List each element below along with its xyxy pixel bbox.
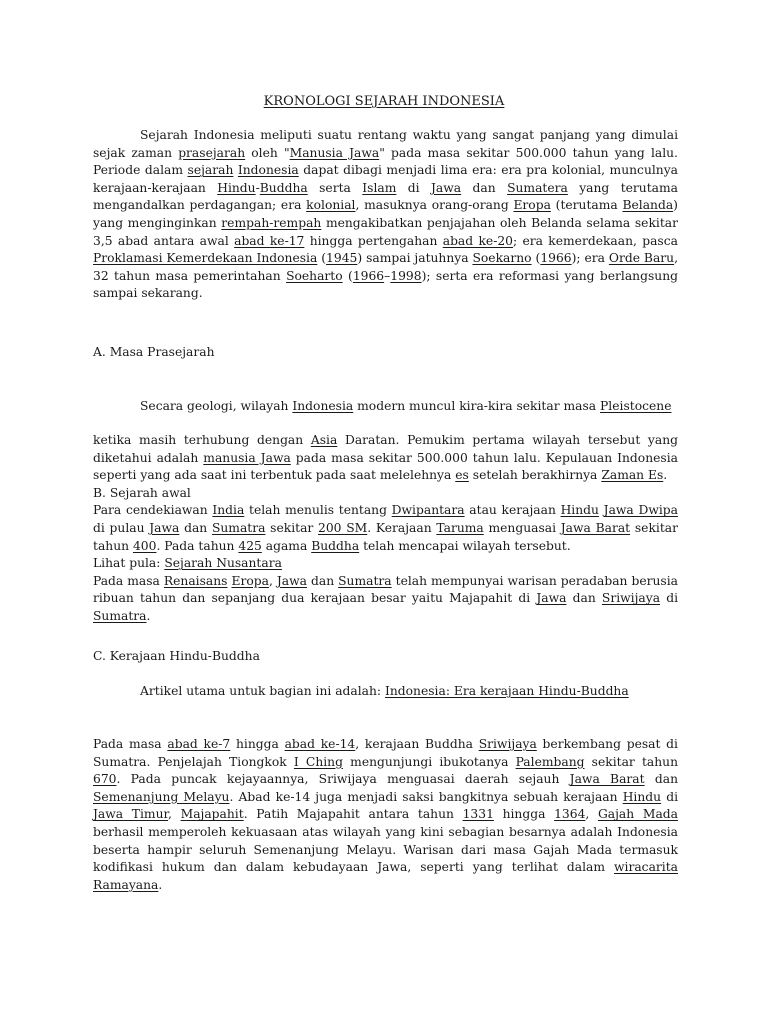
inline-link[interactable]: Sriwijaya [601,591,661,606]
inline-link[interactable]: 1945 [326,251,358,266]
inline-link[interactable]: Hindu [622,789,662,804]
text-run: di [661,789,679,804]
inline-link[interactable]: I Ching [293,754,343,769]
text-run: ; era kemerdekaan, pasca [513,233,678,248]
text-run: pada masa sekitar 500.000 tahun lalu. Kepulauan Indonesia seperti yang ada saat ini terbentuk pada saat melelehnya [93,450,678,483]
inline-link[interactable]: abad ke-20 [442,233,513,248]
inline-link[interactable]: Sriwijaya [478,737,537,751]
text-run: - [255,180,260,195]
text-run: ) yang menginginkan [93,198,678,230]
inline-link[interactable]: Hindu [560,503,599,518]
geology-line [140,397,671,415]
text-run: dan [566,591,602,606]
text-run: dan [461,180,508,195]
text-run: yang terutama mengandalkan perdagangan; era [93,180,678,213]
inline-link[interactable]: Taruma [436,520,484,535]
text-run: hingga [230,737,285,751]
text-run: serta [307,180,363,195]
text-run: . Abad ke-14 juga menjadi saksi bangkitnya sebuah kerajaan [229,789,623,804]
text-run: di pulau [93,520,150,535]
text-run: agama [261,538,312,553]
inline-link[interactable]: 1364 [554,807,586,822]
inline-link[interactable]: 1966 [352,268,385,283]
inline-link[interactable]: 200 SM [318,520,368,535]
text-run: telah mencapai wilayah tersebut. [359,538,571,553]
text-run: Pada masa [93,573,164,588]
inline-link[interactable]: Eropa [513,198,551,213]
inline-link[interactable]: 1966 [540,251,572,266]
inline-link[interactable]: Sumatra [338,573,392,588]
text-run: , kerajaan Buddha [355,737,479,751]
inline-link[interactable]: Jawa [536,591,567,606]
inline-link[interactable]: abad ke-14 [284,737,356,751]
inline-link[interactable]: Zaman Es [601,468,664,483]
text-run: , [168,807,181,822]
inline-link[interactable]: rempah-rempah [221,215,322,230]
text-run: setelah berakhirnya [468,468,602,483]
inline-link[interactable]: Belanda [622,198,674,213]
inline-link[interactable]: Orde Baru [608,251,675,266]
text-run: hingga pertengahan [304,233,443,248]
text-run: B. Sejarah awal [93,485,191,500]
text-run: di [660,591,678,606]
inline-link[interactable]: 670 [93,772,117,787]
prasejarah-paragraph [93,432,678,626]
inline-link[interactable]: Sumatra [211,520,266,535]
inline-link[interactable]: Indonesia [237,163,299,178]
inline-link[interactable]: Jawa Barat [569,772,645,787]
text-run: – [384,268,391,283]
text-run: Daratan. Pemukim pertama wilayah tersebut yang diketahui adalah [93,433,679,465]
inline-link[interactable]: Proklamasi Kemerdekaan Indonesia [93,251,318,266]
text-run: dan [179,520,212,535]
inline-link[interactable]: Manusia Jawa [289,145,380,160]
inline-link[interactable]: 1998 [390,268,422,283]
text-run: sekitar tahun [584,754,678,769]
inline-link[interactable]: abad ke-7 [167,737,231,751]
text-run: Artikel utama untuk bagian ini adalah: [140,684,385,698]
inline-link[interactable]: Indonesia [292,399,354,413]
text-run: sekitar tahun [93,520,678,553]
inline-link[interactable]: sejarah [187,163,234,178]
text-run: . Patih Majapahit antara tahun [243,807,463,822]
inline-link[interactable]: Semenanjung Melayu [93,789,230,804]
text-run: dan [307,573,339,588]
text-run: " pada masa sekitar 500.000 tahun yang lalu. Periode dalam [93,145,678,178]
text-run: ketika masih terhubung dengan [93,433,311,447]
inline-link[interactable]: Eropa [231,573,269,588]
text-run: menguasai [483,520,561,535]
heading-masa-prasejarah: A. Masa Prasejarah [93,345,215,359]
inline-link[interactable]: Palembang [515,754,585,769]
inline-link[interactable]: India [212,503,245,518]
text-run: Pada masa [93,737,168,751]
inline-link[interactable]: Jawa Timur [93,807,169,822]
inline-link[interactable]: Soekarno [472,251,532,266]
inline-link[interactable]: Jawa [276,573,307,588]
text-run: , 32 tahun masa pemerintahan [93,251,679,283]
inline-link[interactable]: Renaisans [163,573,228,588]
inline-link[interactable]: 1331 [462,807,494,822]
inline-link[interactable]: Hindu [217,180,256,195]
inline-link[interactable]: Jawa [431,180,462,195]
inline-link[interactable]: wiracarita Ramayana [93,860,678,892]
text-run: telah mempunyai warisan peradaban berusia ribuan tahun dan sepanjang dua kerajaan besar yaitu Majapahit di [93,573,678,606]
text-run: Secara geologi, wilayah [140,399,293,413]
text-run: dapat dibagi menjadi lima era: era pra kolonial, munculnya kerajaan-kerajaan [93,163,678,195]
inline-link[interactable]: Sumatra [93,608,147,623]
text-run: . Pada puncak kejayaannya, Sriwijaya menguasai daerah sejauh [116,772,570,787]
text-run: . Kerajaan [367,520,437,535]
text-run: (terutama [550,198,623,213]
inline-link[interactable]: Asia [310,433,338,447]
hindu-buddha-paragraph [93,736,678,894]
inline-link[interactable]: Islam [362,180,397,195]
inline-link[interactable]: kolonial [306,198,356,213]
text-run: , [585,807,598,822]
inline-link[interactable]: Sumatera [507,180,568,195]
text-run: atau kerajaan [464,503,561,518]
text-run: . [146,608,151,623]
text-run: ( [531,251,541,266]
inline-link[interactable]: Buddha [259,180,308,195]
inline-link[interactable]: 400 [132,538,157,553]
text-run: Para cendekiawan [93,503,213,518]
inline-link[interactable]: Gajah Mada [597,807,678,822]
text-run: . [158,877,163,892]
text-run: modern muncul kira-kira sekitar masa [353,399,601,413]
heading-kerajaan-hindu-buddha: C. Kerajaan Hindu-Buddha [93,649,260,663]
inline-link[interactable]: Jawa Dwipa [603,503,678,518]
text-run: . [663,468,668,483]
text-run: di [396,180,431,195]
inline-link[interactable]: Pleistocene [600,399,672,413]
inline-link[interactable]: Buddha [311,538,360,553]
text-run: mengakibatkan penjajahan oleh Belanda selama sekitar 3,5 abad antara awal [93,215,678,248]
text-run: ( [342,268,353,283]
inline-link[interactable]: prasejarah [178,145,246,160]
text-run: sekitar [265,520,319,535]
inline-link[interactable]: es [455,468,469,483]
text-run: Sejarah Indonesia meliputi suatu rentang waktu yang sangat panjang yang dimulai sejak zaman [93,128,678,160]
text-run: telah menulis tentang [244,503,392,518]
text-run: dan [644,772,678,787]
text-run: berhasil memperoleh kekuasaan atas wilayah yang kini sebagian besarnya adalah Indonesia beserta hampir seluruh Semenanjung Melayu. Warisan dari masa Gajah Mada termasuk kodifikasi hukum dan dalam kebudayaan Jawa, seperti yang terlihat dalam [93,824,678,875]
text-run: ( [317,251,327,266]
inline-link[interactable]: Jawa [149,520,180,535]
text-run: . Pada tahun [156,538,239,553]
text-run: ) sampai jatuhnya [357,251,473,266]
text-run: , masuknya orang-orang [355,198,514,213]
inline-link[interactable]: Soeharto [286,268,343,283]
text-run: ); serta era reformasi yang berlangsung sampai sekarang. [93,268,678,301]
text-run: oleh " [245,145,290,160]
inline-link[interactable]: 425 [238,538,262,553]
inline-link[interactable]: Indonesia: Era kerajaan Hindu-Buddha [385,684,629,698]
text-run: hingga [493,807,555,822]
document-title: KRONOLOGI SEJARAH INDONESIA [263,94,505,109]
text-run: , [268,573,277,588]
inline-link[interactable]: Majapahit [180,807,244,822]
inline-link[interactable]: Dwipantara [391,503,465,518]
intro-paragraph [93,127,678,303]
inline-link[interactable]: Jawa Barat [560,520,631,535]
inline-link[interactable]: abad ke-17 [234,233,305,248]
text-run: mengunjungi ibukotanya [342,754,516,769]
text-run: Lihat pula: [93,556,165,571]
inline-link[interactable]: Sejarah Nusantara [164,556,282,571]
text-run: ); era [571,251,609,266]
main-article-line [140,682,629,700]
inline-link[interactable]: manusia Jawa [203,450,291,465]
text-run: berkembang pesat di Sumatra. Penjelajah Tiongkok [93,737,678,769]
